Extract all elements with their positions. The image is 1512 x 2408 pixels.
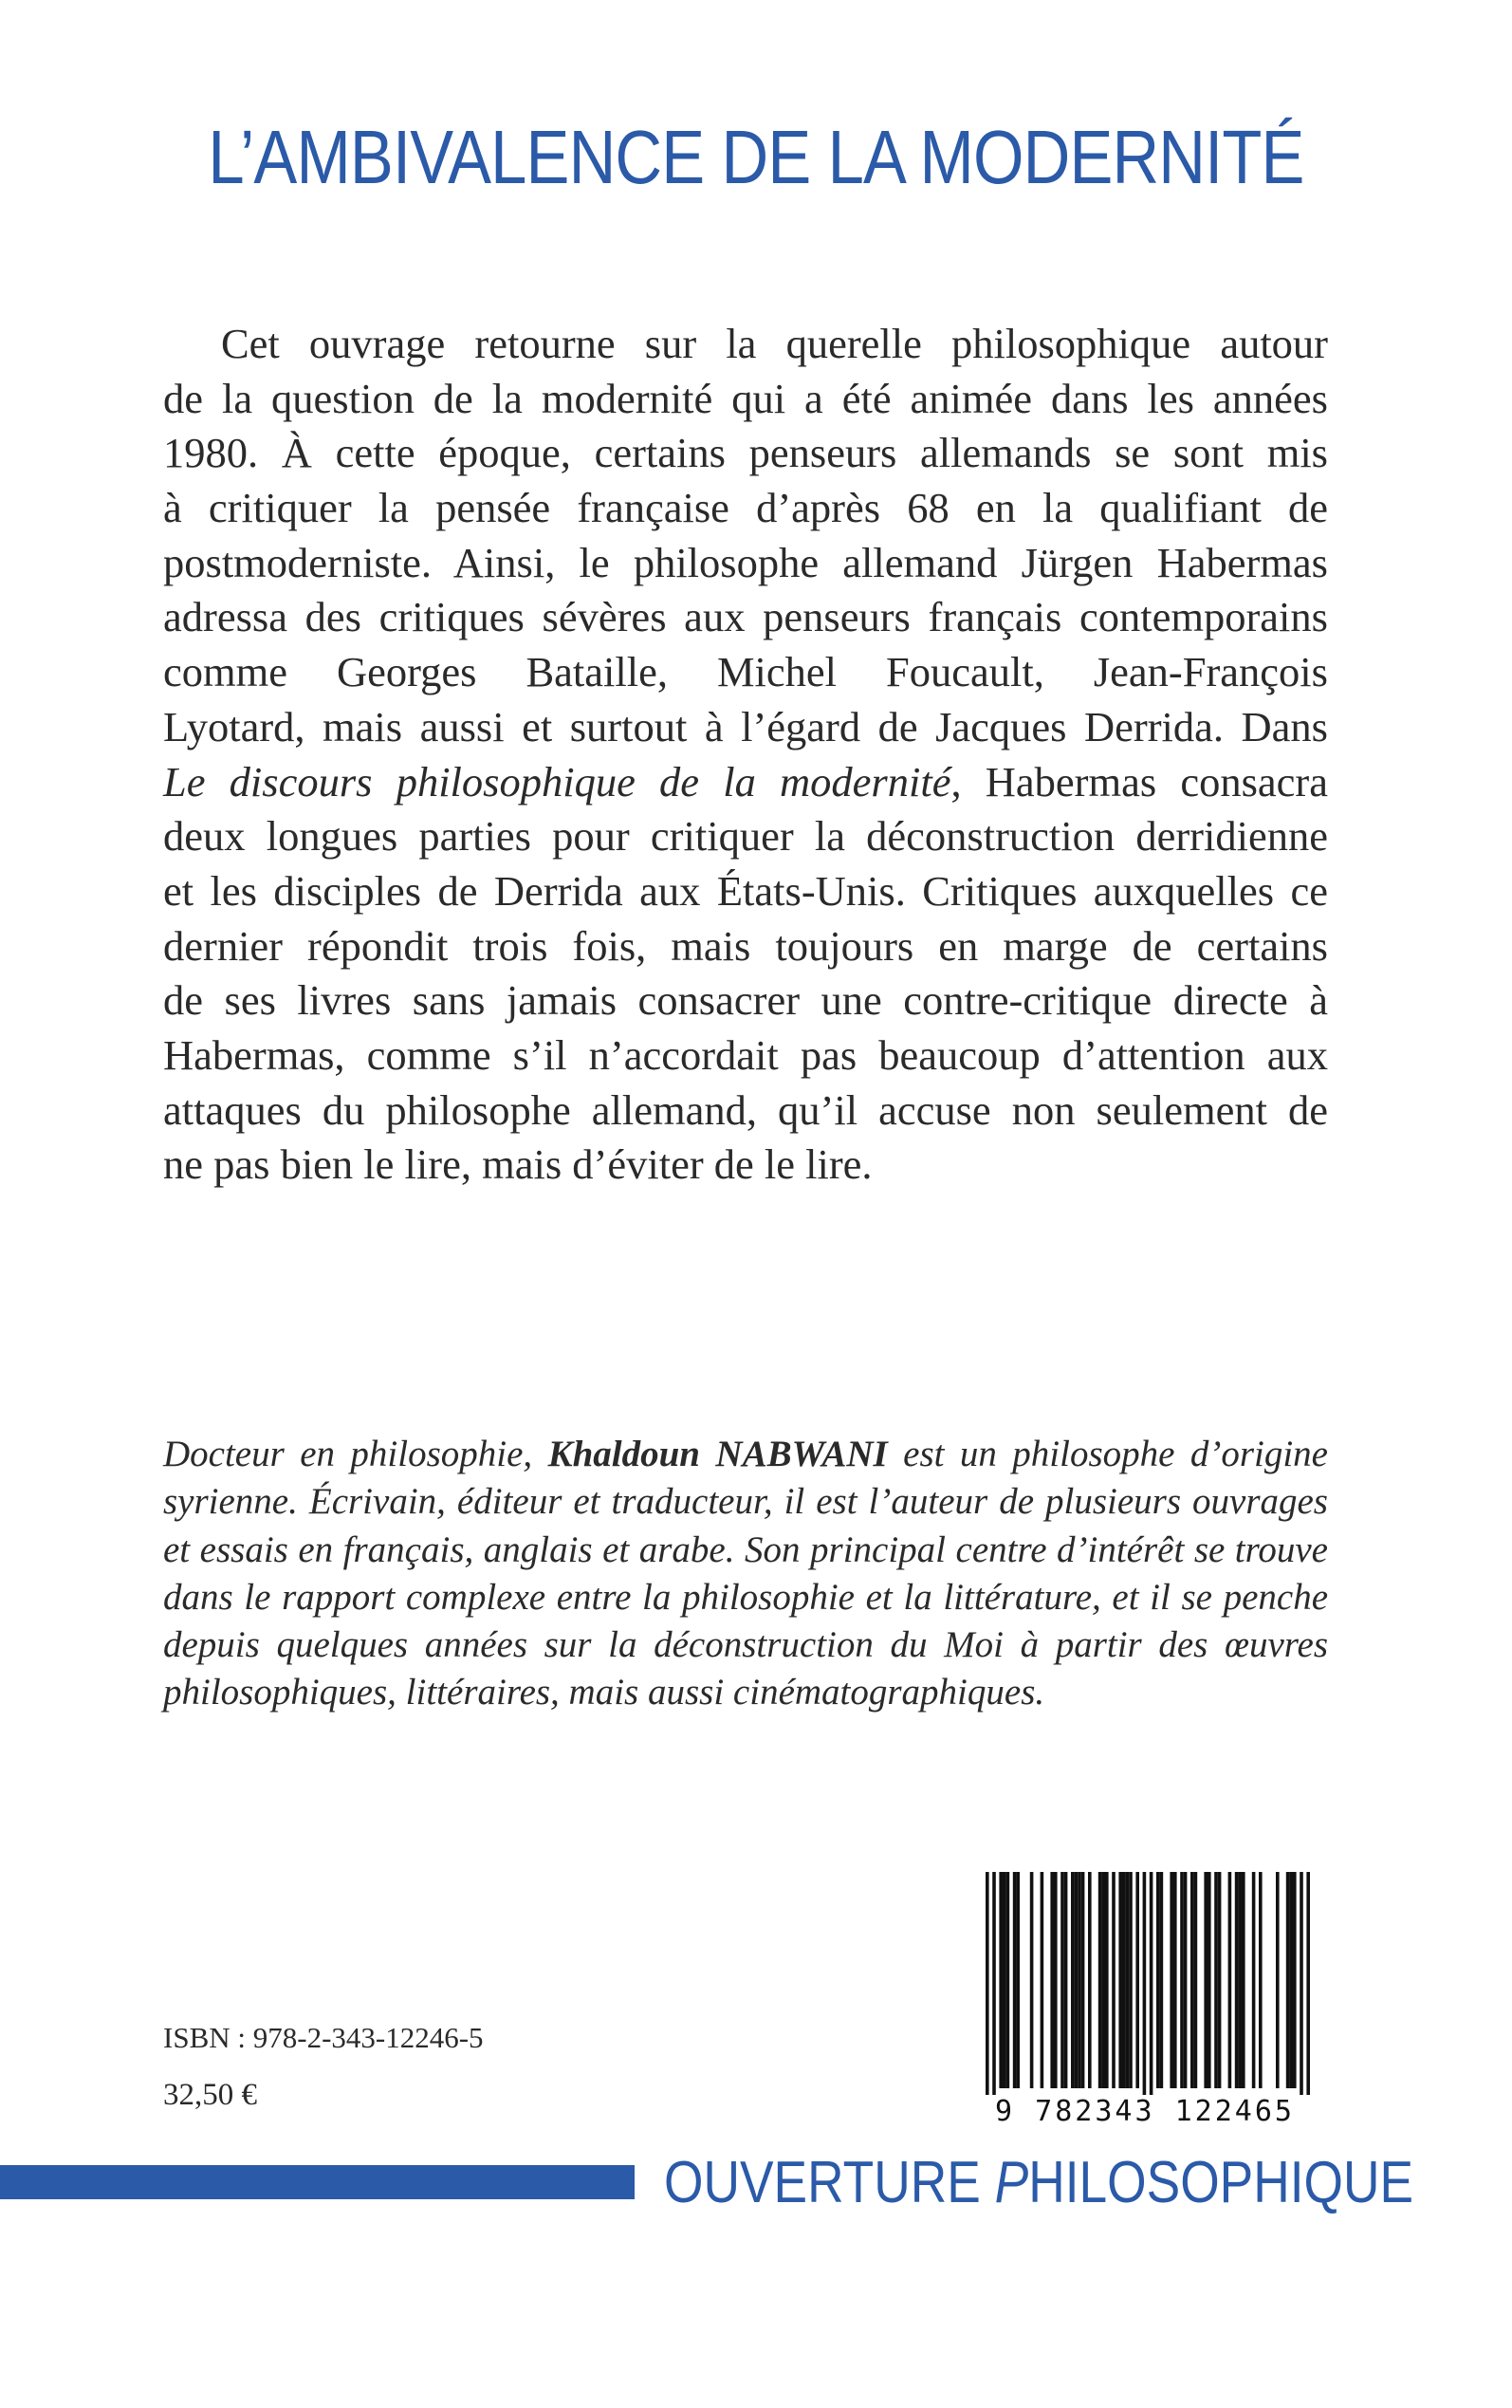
barcode-bar — [1078, 1872, 1081, 2088]
book-title: L’AMBIVALENCE DE LA MODERNITÉ — [208, 115, 1304, 199]
barcode-bar — [1013, 1872, 1017, 2088]
barcode-bar — [1101, 1872, 1105, 2088]
barcode-bar — [1293, 1872, 1297, 2088]
collection-part: HILOSOPHIQUE — [1028, 2150, 1414, 2215]
summary-line: Cet ouvrage retourne sur la querelle philosophique autour — [221, 320, 1328, 367]
bio-line: syrienne. Écrivain, éditeur et traducteur, il est l’auteur de plusieurs ouvrages — [163, 1481, 1328, 1523]
summary-line-tail: , Habermas consacra — [950, 757, 1328, 806]
barcode-bar — [1150, 1872, 1153, 2100]
barcode-bar — [1180, 1872, 1184, 2088]
barcode-bar — [986, 1872, 989, 2100]
barcode-bar — [1088, 1872, 1092, 2088]
barcode-bar — [1081, 1872, 1085, 2088]
barcode-bar — [1003, 1872, 1006, 2088]
summary-line: comme Georges Bataille, Michel Foucault, Jean-François — [163, 648, 1328, 696]
barcode-bar — [1208, 1872, 1211, 2088]
isbn-number: ISBN : 978-2-343-12246-5 — [163, 2021, 484, 2054]
author-bio — [163, 1431, 1328, 1717]
barcode-bar — [1218, 1872, 1222, 2088]
collection-initial: P — [994, 2150, 1029, 2215]
summary-line: à critiquer la pensée française d’après 68 en la qualifiant de — [163, 484, 1328, 532]
collection-name — [664, 2150, 1414, 2215]
barcode-bar — [1300, 1872, 1303, 2100]
barcode-bar — [1242, 1872, 1245, 2088]
barcode-bar — [1050, 1872, 1054, 2088]
barcode-bar — [1112, 1872, 1116, 2088]
barcode-bar — [1016, 1872, 1020, 2088]
barcode-bar — [1238, 1872, 1242, 2088]
summary-line: et les disciples de Derrida aux États-Unis. Critiques auxquelles ce — [163, 866, 1328, 915]
summary-line: deux longues parties pour critiquer la déconstruction derridienne — [163, 812, 1328, 861]
barcode-bar — [1041, 1872, 1044, 2088]
barcode-bar — [1126, 1872, 1130, 2088]
summary-line: de la question de la modernité qui a été animée dans les années — [163, 374, 1328, 422]
barcode-bar — [1184, 1872, 1188, 2088]
barcode-bar — [1160, 1872, 1164, 2088]
collection-part: OUVERTURE — [664, 2150, 995, 2215]
barcode-bar — [1228, 1872, 1232, 2088]
barcode-bar — [1204, 1872, 1208, 2088]
barcode-bar — [1143, 1872, 1147, 2100]
price: 32,50 € — [163, 2078, 257, 2112]
barcode-bar — [1122, 1872, 1126, 2088]
barcode-bar — [992, 1872, 996, 2100]
summary-line: 1980. À cette époque, certains penseurs allemands se sont mis — [163, 429, 1328, 477]
summary-line: Habermas, comme s’il n’accordait pas beaucoup d’attention aux — [163, 1030, 1328, 1079]
barcode-bar — [1214, 1872, 1218, 2088]
bio-line: et essais en français, anglais et arabe. Son principal centre d’intérêt se trouve — [163, 1528, 1328, 1570]
barcode-bar — [1071, 1872, 1075, 2088]
barcode-bar — [1306, 1872, 1310, 2100]
barcode-bar — [1098, 1872, 1102, 2088]
barcode-bar — [1105, 1872, 1109, 2088]
barcode-digits: 9 782343 122465 — [953, 2095, 1337, 2129]
bio-line: philosophiques, littéraires, mais aussi cinématographiques. — [163, 1672, 1045, 1713]
barcode-bar — [1252, 1872, 1256, 2088]
barcode-bar — [1030, 1872, 1034, 2088]
summary-text — [163, 317, 1328, 1193]
collection-stripe — [0, 2165, 635, 2199]
summary-line: Lyotard, mais aussi et surtout à l’égard de Jacques Derrida. Dans — [163, 702, 1328, 750]
barcode-bar — [1135, 1872, 1139, 2088]
book-reference: Le discours philosophique de la modernité — [163, 757, 951, 806]
barcode-bar — [1118, 1872, 1122, 2088]
bio-line: depuis quelques années sur la déconstruction du Moi à partir des œuvres — [163, 1624, 1328, 1666]
barcode-bar — [1173, 1872, 1177, 2088]
summary-line: de ses livres sans jamais consacrer une contre-critique directe à — [163, 976, 1328, 1025]
summary-line: dernier répondit trois fois, mais toujours en marge de certains — [163, 921, 1328, 970]
bio-line — [163, 1431, 1328, 1478]
summary-line — [163, 755, 1328, 810]
barcode-bar — [1170, 1872, 1173, 2088]
barcode-bar — [1286, 1872, 1290, 2088]
barcode-bar — [1235, 1872, 1239, 2088]
bio-line: dans le rapport complexe entre la philosophie et la littérature, et il se penche — [163, 1576, 1328, 1618]
barcode-bar — [1006, 1872, 1010, 2088]
summary-line: ne pas bien le lire, mais d’éviter de le lire. — [163, 1140, 873, 1189]
barcode-bar — [1190, 1872, 1194, 2088]
summary-line: adressa des critiques sévères aux penseurs français contemporains — [163, 593, 1328, 641]
bio-intro: Docteur en philosophie, — [163, 1434, 548, 1474]
author-name: Khaldoun NABWANI — [547, 1434, 888, 1474]
barcode-bar — [1276, 1872, 1280, 2088]
summary-line: attaques du philosophe allemand, qu’il accuse non seulement de — [163, 1085, 1328, 1134]
barcode-bar — [1289, 1872, 1293, 2088]
barcode-bar — [1054, 1872, 1058, 2088]
barcode-bar — [1129, 1872, 1133, 2088]
barcode-bar — [1060, 1872, 1064, 2088]
barcode-bar — [999, 1872, 1003, 2088]
barcode-bars — [953, 1872, 1337, 2100]
barcode-bar — [1259, 1872, 1263, 2088]
bio-intro-tail: est un philosophe d’origine — [887, 1434, 1328, 1474]
barcode-bar — [1075, 1872, 1079, 2088]
barcode-bar — [1064, 1872, 1068, 2088]
barcode-bar — [1156, 1872, 1160, 2088]
barcode-bar — [1194, 1872, 1198, 2088]
summary-line: postmoderniste. Ainsi, le philosophe allemand Jürgen Habermas — [163, 538, 1328, 586]
